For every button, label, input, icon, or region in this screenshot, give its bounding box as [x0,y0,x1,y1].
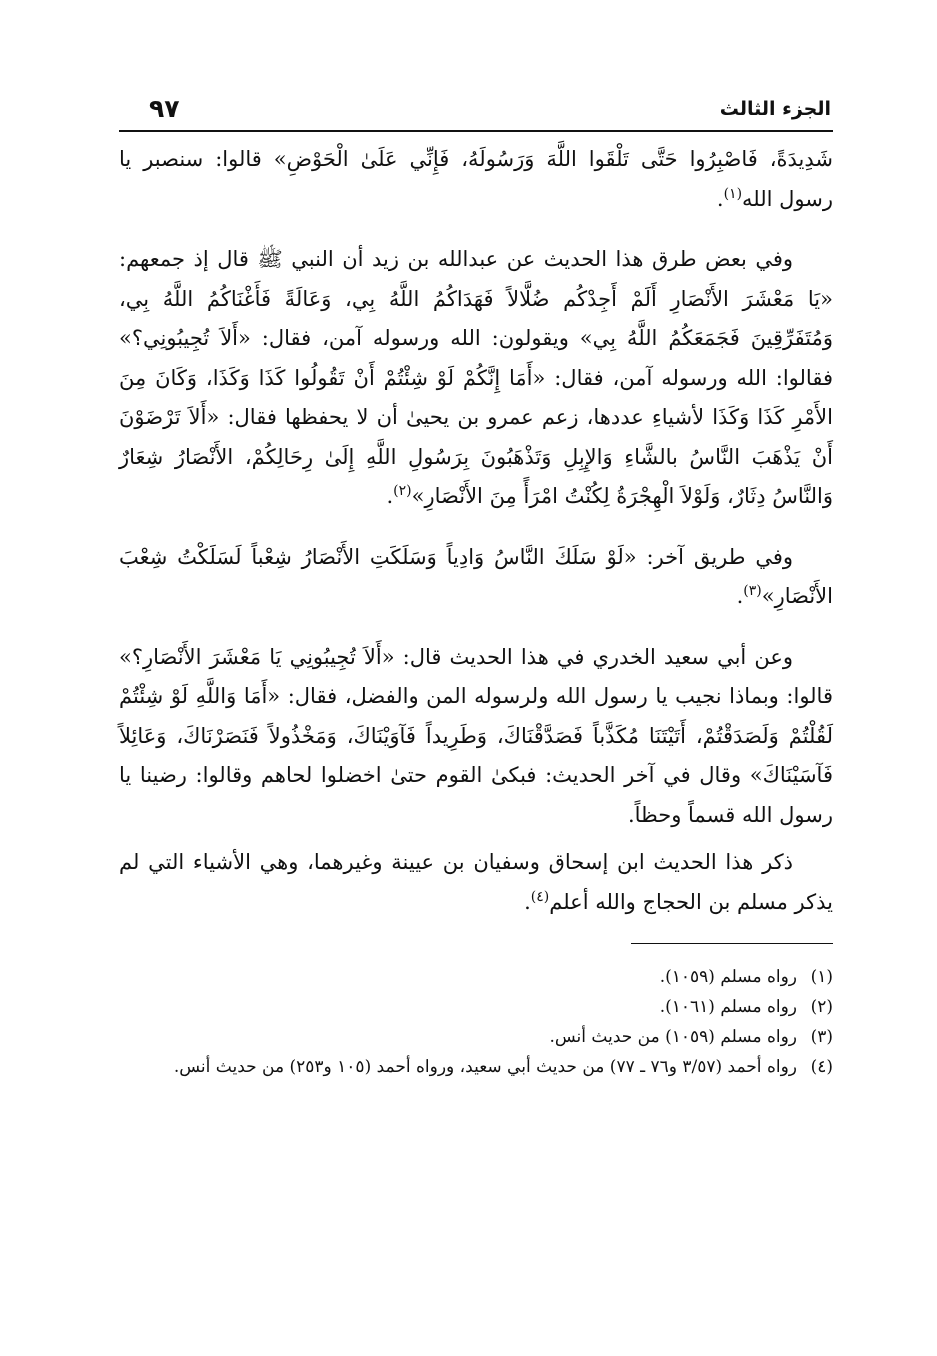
footnotes [119,962,833,1082]
footnote-item [119,1022,833,1052]
paragraph-end: . [736,584,744,608]
paragraph-text: ذكر هذا الحديث ابن إسحاق وسفيان بن عيينة وغيرهما، وهي الأشياء التي لم يذكر مسلم بن الحجاج والله أعلم [119,850,833,914]
paragraph-end: . [524,889,531,914]
main-text [119,140,833,922]
part-title: الجزء الثالث [719,98,831,120]
paragraph-text: شَدِيدَةً، فَاصْبِرُوا حَتَّى تَلْقَوا اللَّهَ وَرَسُولَهُ، فَإِنِّي عَلَىٰ الْحَوْضِ» قالوا: سنصبر يا رسول الله [119,147,833,211]
footnote-number: (٣) [810,1027,833,1047]
footnote-text: رواه مسلم (١٠٥٩). [659,967,797,987]
footnote-number: (٤) [810,1057,833,1077]
footnote-text: رواه مسلم (١٠٦١). [659,997,797,1017]
footnote-ref[interactable]: (٤) [530,888,550,905]
paragraph-end: . [716,186,724,211]
page-header [119,86,833,132]
footnote-text: رواه أحمد (٣/٥٧ و٧٦ ـ ٧٧) من حديث أبي سعيد، ورواه أحمد (١٠٥ و٢٥٣) من حديث أنس. [173,1057,797,1077]
book-page [119,86,833,1316]
footnote-divider [631,943,833,944]
footnote-ref[interactable]: (٢) [393,483,412,499]
footnote-text: رواه مسلم (١٠٥٩) من حديث أنس. [549,1027,797,1047]
paragraph-2 [119,240,833,517]
paragraph-5 [119,843,833,922]
footnote-item [119,962,833,992]
paragraph-text: وفي طريق آخر: «لَوْ سَلَكَ النَّاسُ وَادِياً وَسَلَكَتِ الأَنْصَارُ شِعْباً لَسَلَكْتُ شِعْبَ الأَنْصَارِ» [119,544,833,608]
footnote-ref[interactable]: (١) [723,185,743,202]
footnote-item [119,992,833,1022]
paragraph-4 [119,638,833,836]
paragraph-1 [119,140,833,219]
footnote-item [119,1052,833,1082]
footnote-number: (١) [810,967,833,987]
page-number: ٩٧ [149,94,180,123]
paragraph-text: وفي بعض طرق هذا الحديث عن عبدالله بن زيد أن النبي ﷺ قال إذ جمعهم: «يَا مَعْشَرَ الأَنْصَارِ أَلَمْ أَجِدْكُم ضُلَّالاً فَهَدَاكُمُ اللَّهُ بِي، وَعَالَةً فَأَغْنَاكُمُ اللَّهُ بِي، وَمُتَفَرِّقِينَ فَجَمَعَكُمُ اللَّهُ بِي» ويقولون: الله ورسوله آمن، فقال: «أَلاَ تُجِيبُونِي؟» فقالوا: الله ورسوله آمن، فقال: «أَمَا إِنَّكُمْ لَوْ شِئْتُمْ أَنْ تَقُولُوا كَذَا وَكَذَا، وَكَانَ مِنَ الأَمْرِ كَذَا وَكَذَا لأشياءِ عددها، زعم عمرو بن يحيىٰ أن لا يحفظها فقال: «أَلاَ تَرْضَوْنَ أَنْ يَذْهَبَ النَّاسُ بالشَّاءِ وَالإِبِلِ وَتَذْهَبُونَ بِرَسُولِ اللَّهِ إِلَىٰ رِحَالِكُمْ، الأَنْصَارُ شِعَارٌ وَالنَّاسُ دِثَارٌ، وَلَوْلاَ الْهِجْرَةُ لِكُنْتُ امْرَأً مِنَ الأَنْصَارِ» [119,247,833,508]
paragraph-end: . [386,484,394,508]
paragraph-3 [119,538,833,617]
footnote-number: (٢) [810,997,833,1017]
footnote-ref[interactable]: (٣) [743,583,762,599]
paragraph-text: وعن أبي سعيد الخدري في هذا الحديث قال: «أَلاَ تُجِيبُونِي يَا مَعْشَرَ الأَنْصَارِ؟» قالوا: وبماذا نجيب يا رسول الله ولرسوله المن والفضل، فقال: «أَمَا وَاللَّهِ لَوْ شِئْتُمْ لَقُلْتُمْ وَلَصَدَقْتُمْ، أَتَيْتَنَا مُكَذَّباً فَصَدَّقْنَاكَ، وَطَرِيداً فَآوَيْنَاكَ، وَمَخْذُولاً فَنَصَرْنَاكَ، وَعَائِلاً فَآسَيْنَاكَ» وقال في آخر الحديث: فبكىٰ القوم حتىٰ اخضلوا لحاهم وقالوا: رضينا يا رسول الله قسماً وحظاً. [119,644,833,827]
